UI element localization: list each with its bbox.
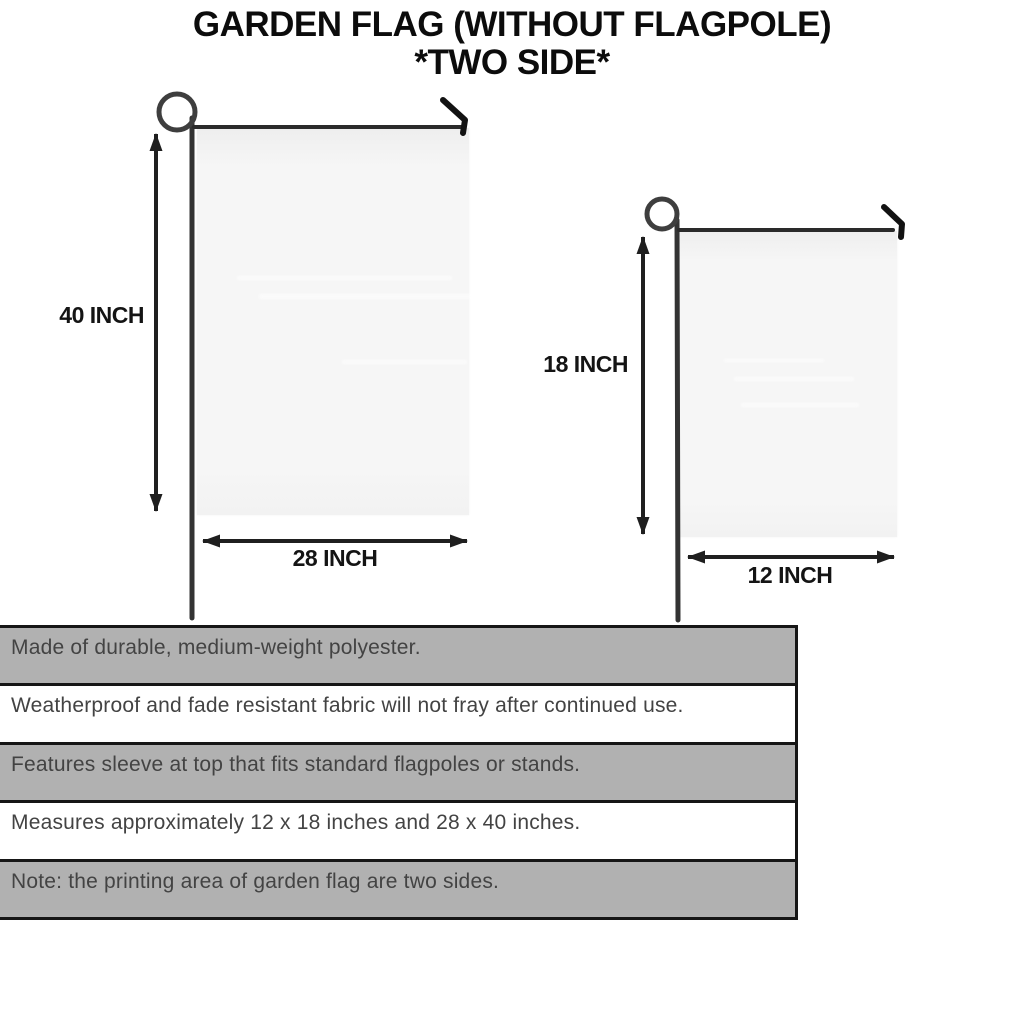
small-flag bbox=[679, 231, 897, 537]
spec-table bbox=[0, 625, 798, 920]
spec-row-note: Note: the printing area of garden flag are two sides. bbox=[0, 859, 795, 917]
flagpole-loop-icon bbox=[647, 199, 677, 229]
fabric-highlight bbox=[259, 294, 494, 299]
flagpole-loop-icon bbox=[159, 94, 195, 130]
page-subtitle: *TWO SIDE* bbox=[414, 43, 610, 82]
spec-row-weatherproof: Weatherproof and fade resistant fabric will not fray after continued use. bbox=[0, 683, 795, 741]
fabric-highlight bbox=[741, 403, 859, 407]
small-flag-height-label: 18 INCH bbox=[543, 351, 628, 377]
spec-row-sleeve: Features sleeve at top that fits standard flagpoles or stands. bbox=[0, 742, 795, 800]
fabric-highlight bbox=[237, 276, 452, 280]
small-flag-pole bbox=[677, 220, 678, 620]
fabric-highlight bbox=[342, 360, 467, 364]
spec-row-material: Made of durable, medium-weight polyester. bbox=[0, 628, 795, 683]
large-flag bbox=[197, 128, 469, 515]
fabric-highlight bbox=[734, 377, 854, 381]
page-title: GARDEN FLAG (WITHOUT FLAGPOLE) bbox=[192, 5, 832, 44]
fabric-highlight bbox=[724, 359, 824, 362]
spec-row-measurements: Measures approximately 12 x 18 inches and 28 x 40 inches. bbox=[0, 800, 795, 858]
small-flag-width-label: 12 INCH bbox=[747, 562, 833, 588]
page-header bbox=[0, 6, 1024, 82]
large-flag-width-label: 28 INCH bbox=[292, 545, 378, 571]
large-flag-height-label: 40 INCH bbox=[59, 302, 144, 328]
